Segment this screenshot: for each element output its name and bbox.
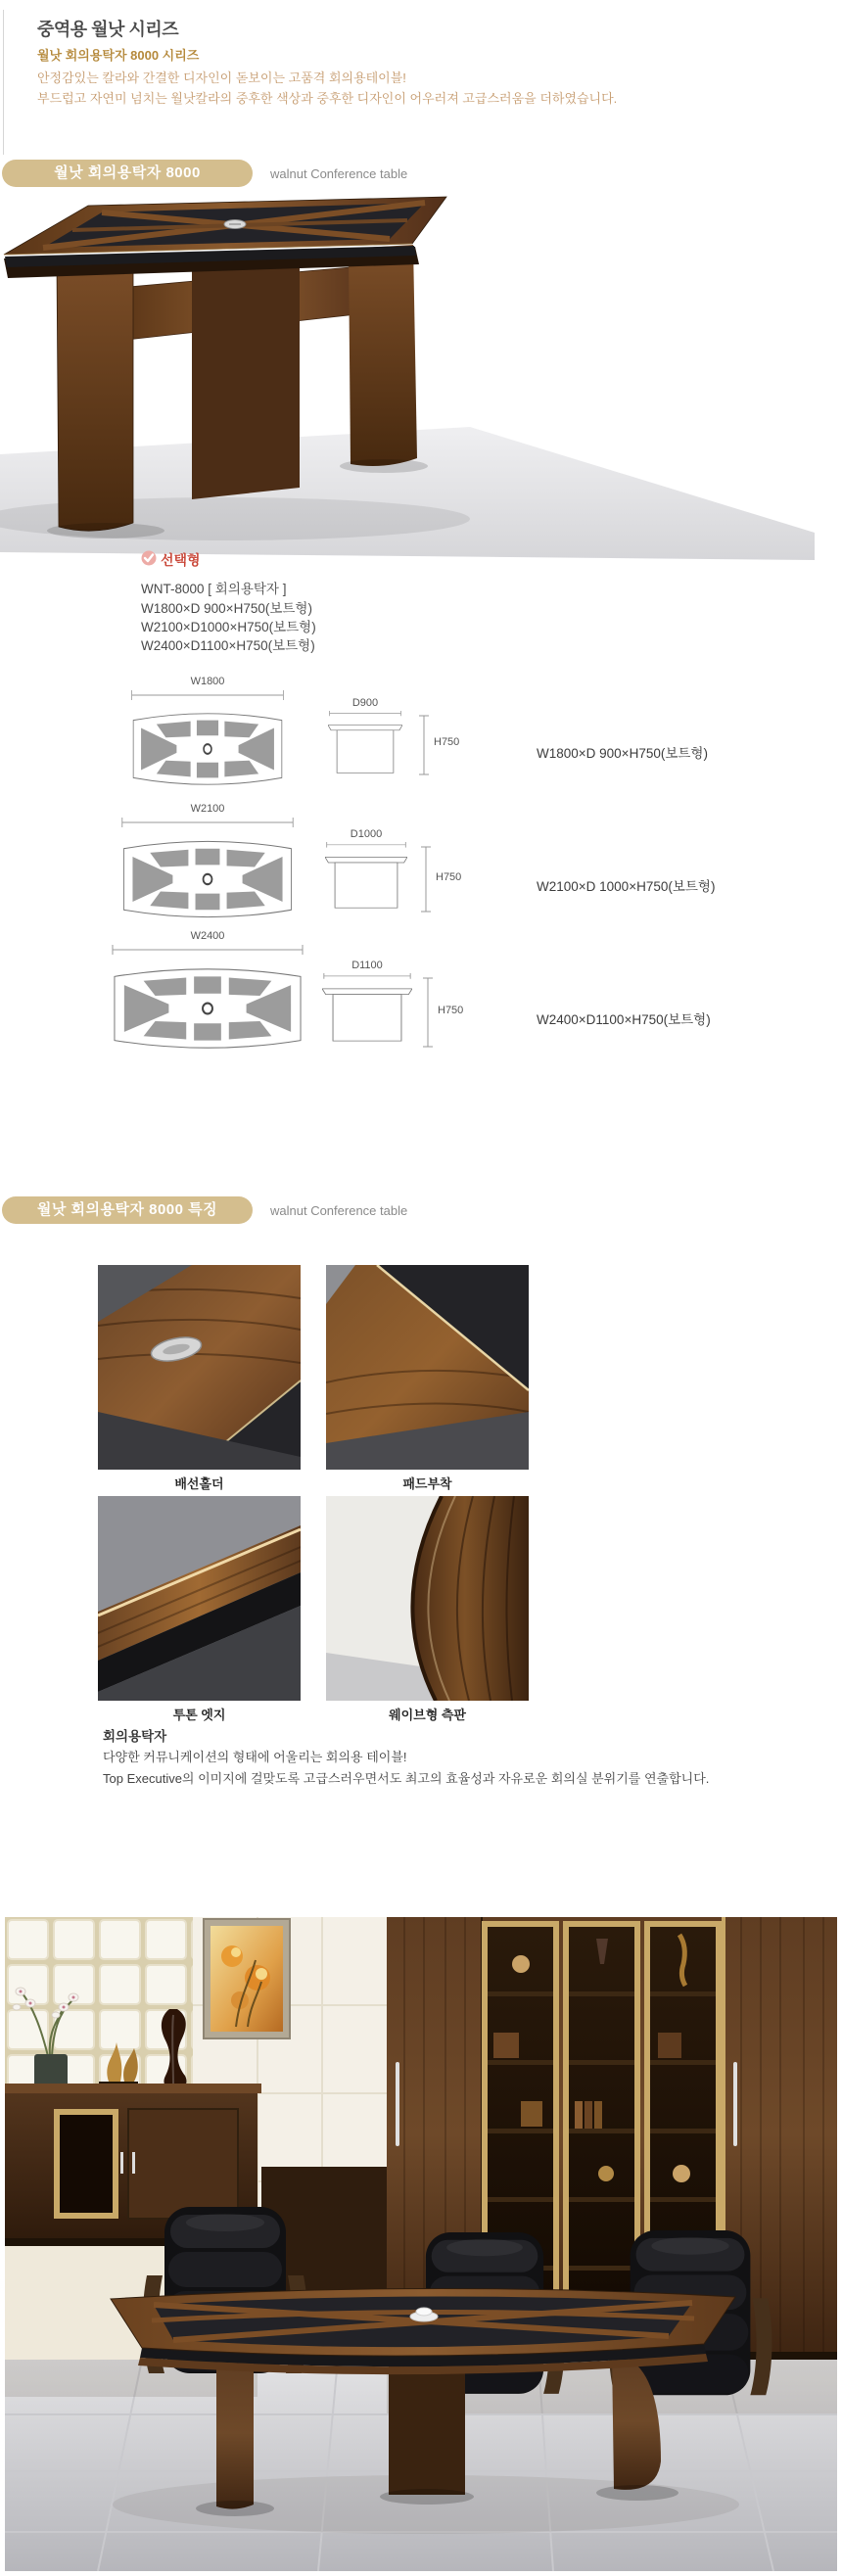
diagram-spec: W1800×D 900×H750(보트형): [537, 746, 708, 761]
height-dimension-label: H750: [438, 1005, 464, 1016]
feature-caption-wave-side-panel: 웨이브형 측판: [389, 1708, 466, 1722]
check-icon: [141, 550, 157, 566]
closing-line-2: Top Executive의 이미지에 걸맞도록 고급스러우면서도 최고의 효율성과 자유로운 회의실 분위기를 연출합니다.: [103, 1771, 710, 1786]
diagram-row-1800: [0, 676, 842, 803]
series-description-1: 안정감있는 칼라와 간결한 디자인이 돋보이는 고품격 회의용테이블!: [37, 70, 406, 85]
size-option-3: W2400×D1100×H750(보트형): [141, 638, 315, 653]
feature-photo-wire-holder: [98, 1265, 301, 1470]
table-side-view: [325, 842, 407, 911]
height-dimension-label: H750: [434, 736, 460, 748]
diagram-row-2100: [0, 803, 842, 930]
feature-photo-two-tone-edge: [98, 1496, 301, 1701]
showroom-photo: [5, 1917, 837, 2571]
closing-heading: 회의용탁자: [103, 1729, 167, 1744]
width-dimension-line: [111, 945, 304, 955]
closing-line-1: 다양한 커뮤니케이션의 형태에 어울리는 회의용 테이블!: [103, 1750, 407, 1764]
table-top-view: [111, 960, 304, 1057]
conference-table-photo: [0, 194, 842, 564]
section-caption-product: walnut Conference table: [270, 166, 408, 181]
height-dimension-line: [420, 846, 432, 913]
section-badge-features: 월낫 회의용탁자 8000 특징: [2, 1196, 253, 1224]
model-number: WNT-8000 [ 회의용탁자 ]: [141, 582, 287, 596]
section-caption-features: walnut Conference table: [270, 1203, 408, 1218]
feature-caption-pad: 패드부착: [402, 1476, 452, 1491]
diagram-spec: W2400×D1100×H750(보트형): [537, 1012, 711, 1027]
width-dimension-label: W2400: [190, 930, 225, 942]
diagram-spec: W2100×D 1000×H750(보트형): [537, 879, 716, 894]
depth-dimension-label: D900: [351, 697, 379, 709]
table-side-view: [322, 973, 412, 1044]
height-dimension-line: [418, 715, 430, 775]
section-badge-product: 월낫 회의용탁자 8000: [2, 160, 253, 187]
table-top-view: [120, 832, 295, 926]
feature-photo-pad: [326, 1265, 529, 1470]
feature-caption-two-tone-edge: 투톤 엣지: [172, 1708, 226, 1722]
feature-caption-wire-holder: 배선홀더: [174, 1476, 224, 1491]
width-dimension-line: [130, 690, 285, 700]
table-side-view: [328, 711, 402, 775]
feature-photo-wave-side-panel: [326, 1496, 529, 1701]
height-dimension-line: [422, 977, 434, 1048]
size-option-2: W2100×D1000×H750(보트형): [141, 620, 316, 634]
options-label: 선택형: [161, 552, 201, 568]
width-dimension-line: [120, 818, 295, 827]
width-dimension-label: W1800: [190, 676, 225, 687]
width-dimension-label: W2100: [190, 803, 225, 815]
left-rule: [3, 10, 4, 155]
diagram-row-2400: [0, 930, 842, 1057]
depth-dimension-label: D1000: [350, 828, 383, 840]
depth-dimension-label: D1100: [351, 960, 383, 971]
page-title: 중역용 월낫 시리즈: [37, 20, 179, 39]
size-option-1: W1800×D 900×H750(보트형): [141, 601, 312, 616]
series-description-2: 부드럽고 자연미 넘치는 월낫칼라의 중후한 색상과 중후한 디자인이 어우러져 고급스러움을 더하였습니다.: [37, 91, 618, 106]
table-top-view: [130, 705, 285, 793]
series-subtitle: 월낫 회의용탁자 8000 시리즈: [37, 48, 200, 63]
height-dimension-label: H750: [436, 871, 462, 883]
